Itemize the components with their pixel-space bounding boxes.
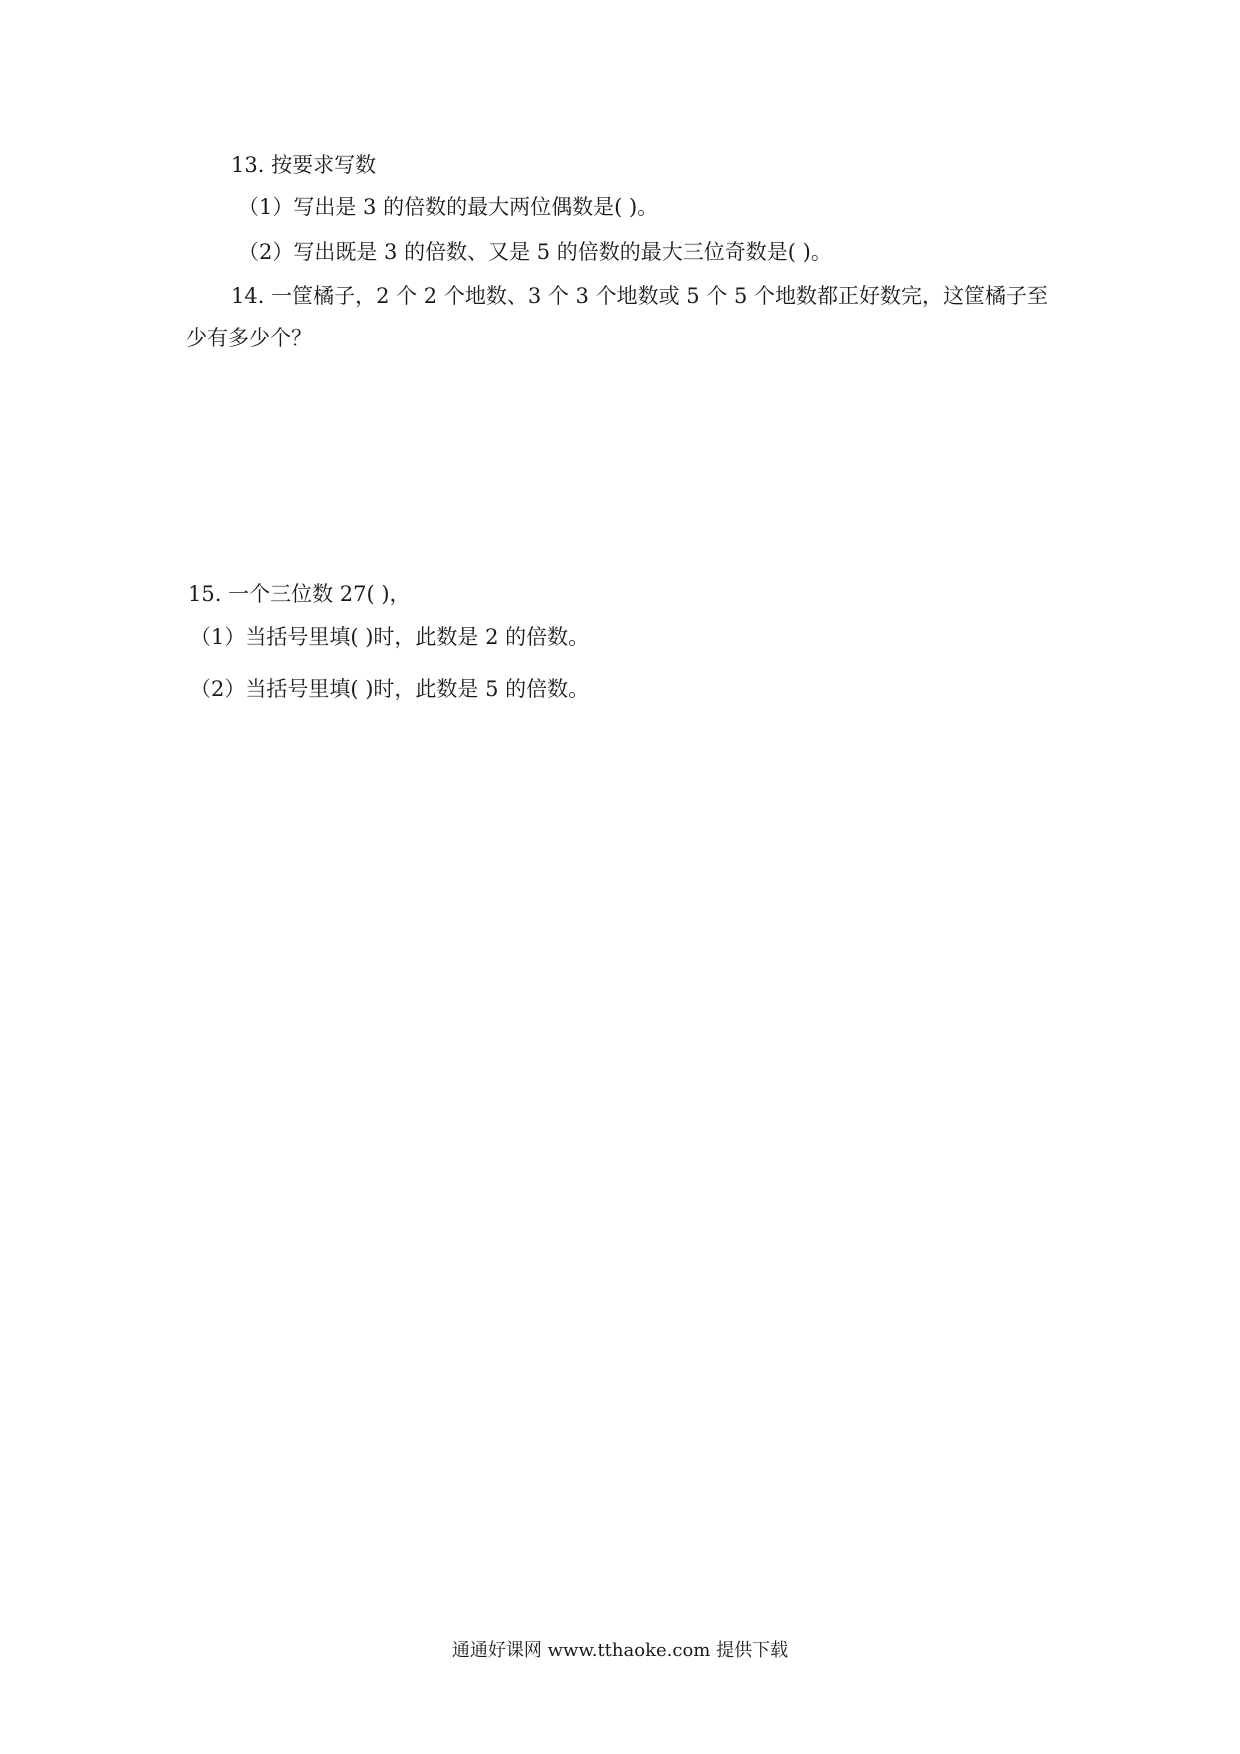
question-13-part-1: （1）写出是 3 的倍数的最大两位偶数是( )。 [238,195,659,219]
question-14-line-1: 14. 一筐橘子，2 个 2 个地数、3 个 3 个地数或 5 个 5 个地数都正好数完，这筐橘子至 [231,284,1048,308]
question-13-title: 13. 按要求写数 [231,153,377,177]
question-15-part-1: （1）当括号里填( )时，此数是 2 的倍数。 [190,625,590,649]
question-15-part-2: （2）当括号里填( )时，此数是 5 的倍数。 [190,677,590,701]
question-15-title: 15. 一个三位数 27( )， [188,582,411,606]
page-footer: 通通好课网 www.tthaoke.com 提供下载 [451,1640,789,1661]
question-14-line-2: 少有多少个？ [186,326,312,350]
question-13-part-2: （2）写出既是 3 的倍数、又是 5 的倍数的最大三位奇数是( )。 [238,240,832,264]
